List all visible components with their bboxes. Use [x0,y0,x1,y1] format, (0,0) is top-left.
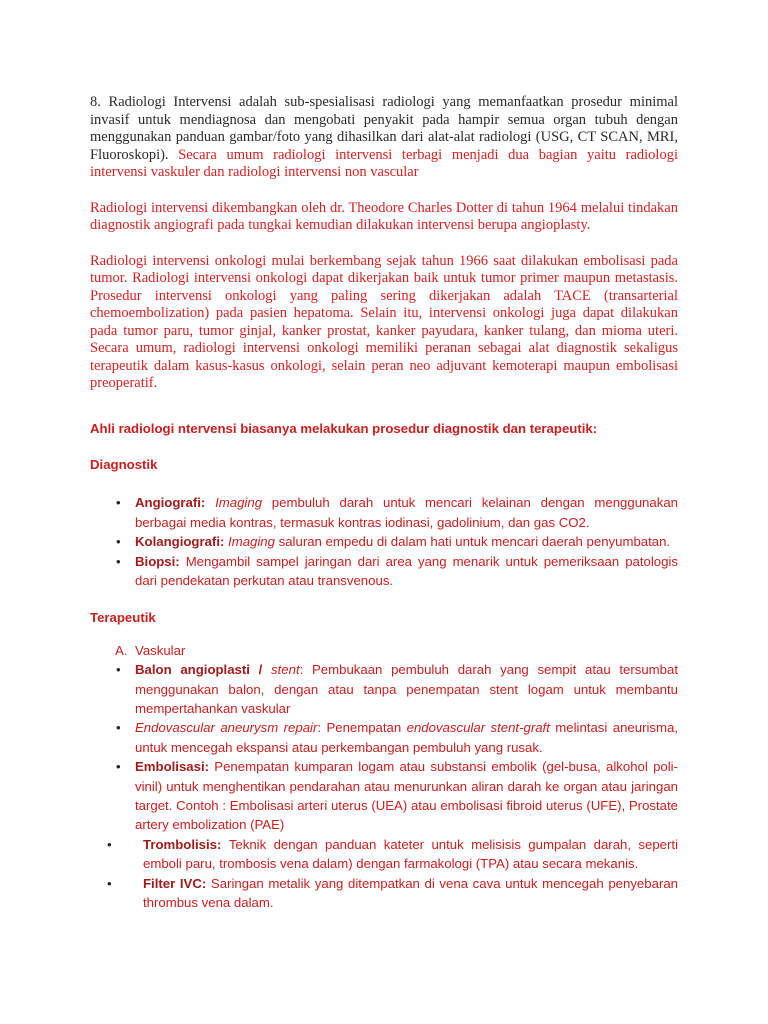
bullet-term: Biopsi: [135,553,186,569]
paragraph-oncology: Radiologi intervensi onkologi mulai berkembang sejak tahun 1966 saat dilakukan embolisasi pada tumor. Radiologi intervensi onkologi dapat dikerjakan baik untuk tumor primer maupun metastasis. Prosedur intervensi onkologi yang paling sering dikerjakan adalah TACE (transarterial chemoembolization) pada pasien hepatoma. Selain itu, intervensi onkologi juga dapat dilakukan pada tumor paru, tumor ginjal, kanker prostat, kanker payudara, kanker tulang, dan mioma uteri. Secara umum, radiologi intervensi onkologi memiliki peranan sebagai alat diagnostik sekaligus terapeutik dalam kasus-kasus onkologi, selain peran neo adjuvant kemoterapi maupun embolisasi preoperatif. [90,252,678,391]
terapeutik-item [90,835,678,874]
terapeutik-list [90,660,678,912]
bullet-text: Saringan metalik yang ditempatkan di vena cava untuk mencegah penyebaran thrombus vena dalam. [143,875,678,911]
bullet-dot: • [116,662,121,678]
bullet-italic-text: endovascular stent-graft [406,720,550,736]
diagnostik-list [90,493,678,590]
document-body [90,94,678,912]
bullet-text: saluran empedu di dalam hati untuk mencari daerah penyumbatan. [274,534,671,550]
bullet-dot: • [107,875,112,891]
paragraph-intro [90,94,678,182]
paragraph-history: Radiologi intervensi dikembangkan oleh dr. Theodore Charles Dotter di tahun 1964 melalui tindakan diagnostik angiografi pada tungkai kemudian dilakukan intervensi berupa angioplasty. [90,199,678,233]
bullet-dot: • [116,553,121,569]
diagnostik-item [90,552,678,591]
intro-classification: Secara umum radiologi intervensi terbagi menjadi dua bagian yaitu radiologi intervensi vaskuler dan radiologi intervensi non vascular [90,146,678,180]
bullet-italic-text: stent [271,662,300,678]
sublist-vaskular [90,641,678,660]
bullet-term: Balon angioplasti / [135,662,272,678]
bullet-term: Filter IVC: [143,875,211,891]
lead-sentence: Ahli radiologi ntervensi biasanya melakukan prosedur diagnostik dan terapeutik: [90,420,598,436]
terapeutik-item [90,718,678,757]
bullet-text: : Pembukaan pembuluh darah yang sempit atau tersumbat menggunakan balon, dengan atau tanpa penempatan stent logam untuk membantu mempertahankan vaskular [135,662,678,716]
bullet-term: Embolisasi: [135,759,215,775]
heading-diagnostik: Diagnostik [90,456,158,472]
bullet-italic-text: Imaging [215,495,263,511]
bullet-dot: • [107,836,112,852]
bullet-term: Trombolisis: [143,836,229,852]
bullet-text: : Penempatan [317,720,407,736]
terapeutik-item [90,874,678,913]
bullet-dot: • [116,495,121,511]
terapeutik-item [90,660,678,718]
sublist-marker: A. [115,642,128,658]
terapeutik-item [90,757,678,835]
bullet-text: Penempatan kumparan logam atau substansi embolik (gel-busa, alkohol poli-vinil) untuk menghentikan pendarahan atau menurunkan aliran darah ke organ atau jaringan target. Contoh : Embolisasi arteri uterus (UEA) atau embolisasi fibroid uterus (UFE), Prostate artery embolization (PAE) [135,759,678,833]
diagnostik-item [90,493,678,532]
intro-definition: 8. Radiologi Intervensi adalah sub-spesialisasi radiologi yang memanfaatkan prosedur minimal invasif untuk mendiagnosa dan mengobati penyakit pada hampir semua organ tubuh dengan menggunakan panduan gambar/foto yang dihasilkan dari alat-alat radiologi (USG, CT SCAN, MRI, Fluoroskopi). [90,94,678,163]
bullet-italic-text: Imaging [228,534,275,550]
bullet-text: Teknik dengan panduan kateter untuk melisisis gumpalan darah, seperti emboli paru, trombosis vena dalam) dengan farmakologi (TPA) atau secara mekanis. [143,836,678,872]
bullet-italic-text: Endovascular aneurysm repair [135,720,318,736]
bullet-dot: • [116,759,121,775]
heading-terapeutik: Terapeutik [90,610,156,626]
sublist-label: Vaskular [135,642,186,658]
bullet-term: Angiografi: [135,495,216,511]
bullet-term: Kolangiografi: [135,534,229,550]
bullet-dot: • [116,534,121,550]
bullet-dot: • [116,720,121,736]
bullet-text: pembuluh darah untuk mencari kelainan dengan menggunakan berbagai media kontras, termasuk kontras iodinasi, gadolinium, dan gas CO2. [135,495,678,530]
bullet-text: melintasi aneurisma, untuk mencegah ekspansi atau perkembangan pembuluh yang rusak. [135,720,678,755]
diagnostik-item [90,532,678,551]
bullet-text: Mengambil sampel jaringan dari area yang menarik untuk pemeriksaan patologis dari pendekatan perkutan atau transvenous. [135,553,678,588]
